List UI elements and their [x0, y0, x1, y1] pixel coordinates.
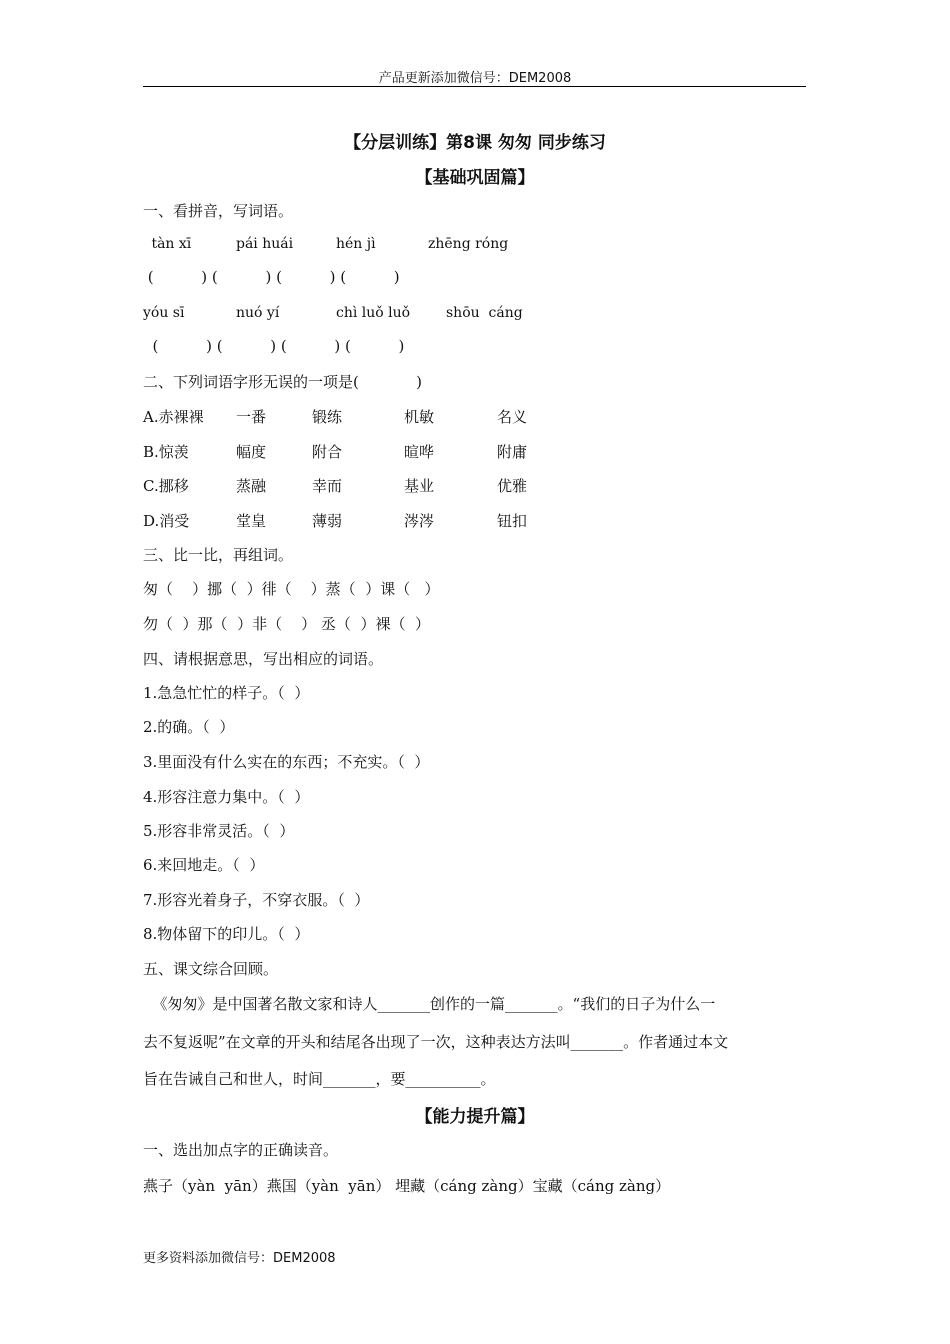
q2-option-b-label: B.惊羡: [143, 443, 189, 461]
q2-option-b-word: 暄哗: [404, 443, 435, 461]
q2-option-a-word: 机敏: [404, 408, 435, 426]
q2-option-c-word: 优雅: [497, 477, 528, 495]
q1-pinyin-2: pái huái: [236, 236, 294, 252]
section-basic-heading: 【基础巩固篇】: [415, 168, 535, 188]
q4-item: 4.形容注意力集中。（ ）: [143, 788, 310, 806]
q2-option-c-word: 幸而: [312, 477, 343, 495]
q1-pinyin-1: tàn xī: [147, 236, 192, 252]
a1-options-line: 燕子（yàn yān）燕国（yàn yān） 埋藏（cáng zàng）宝藏（cáng zàng）: [143, 1177, 671, 1195]
q4-heading: 四、请根据意思，写出相应的词语。: [143, 650, 384, 668]
q5-paragraph-line-3: 旨在告诫自己和世人，时间_______，要__________。: [143, 1070, 496, 1088]
page-title: 【分层训练】第8课 匆匆 同步练习: [344, 133, 606, 153]
q4-item: 3.里面没有什么实在的东西；不充实。（ ）: [143, 753, 430, 771]
page-footer: 更多资料添加微信号：DEM2008: [143, 1251, 336, 1266]
q2-option-b-word: 附庸: [497, 443, 528, 461]
q1-pinyin-5: yóu sī: [143, 305, 185, 321]
q2-option-d-word: 堂皇: [236, 512, 267, 530]
q5-heading: 五、课文综合回顾。: [143, 960, 279, 978]
q2-heading: 二、下列词语字形无误的一项是( ): [143, 373, 422, 391]
q2-option-a-word: 一番: [236, 408, 267, 426]
q1-pinyin-4: zhēng róng: [428, 236, 509, 252]
q1-answer-row-2[interactable]: ( ) ( ) ( ) ( ): [143, 337, 405, 355]
q4-item: 1.急急忙忙的样子。（ ）: [143, 684, 310, 702]
q2-option-c-word: 基业: [404, 477, 435, 495]
q4-item: 5.形容非常灵活。（ ）: [143, 822, 295, 840]
q4-item: 8.物体留下的印儿。（ ）: [143, 925, 310, 943]
q1-pinyin-6: nuó yí: [236, 305, 280, 321]
q1-heading: 一、看拼音，写词语。: [143, 202, 294, 220]
q2-option-d-word: 薄弱: [312, 512, 343, 530]
q5-paragraph-line-2: 去不复返呢”在文章的开头和结尾各出现了一次，这种表达方法叫_______。作者通过本文: [143, 1033, 729, 1051]
q3-line-2: 勿（ ）那（ ）非（ ） 丞（ ）裸（ ）: [143, 615, 430, 633]
q2-option-c-word: 蒸融: [236, 477, 267, 495]
q2-option-a-word: 锻练: [312, 408, 343, 426]
q2-option-d-label: D.消受: [143, 512, 190, 530]
q1-pinyin-8: shōu cáng: [446, 305, 523, 321]
q2-option-d-word: 钮扣: [497, 512, 528, 530]
q2-option-b-word: 附合: [312, 443, 343, 461]
q5-paragraph-line-1: 《匆匆》是中国著名散文家和诗人_______创作的一篇_______。“我们的日子为什么一: [143, 995, 716, 1013]
q4-item: 7.形容光着身子，不穿衣服。（ ）: [143, 891, 370, 909]
q2-option-a-word: 名义: [497, 408, 528, 426]
page-header: 产品更新添加微信号：DEM2008: [378, 71, 572, 86]
q1-pinyin-7: chì luǒ luǒ: [336, 305, 411, 321]
q2-option-d-word: 涔涔: [404, 512, 435, 530]
q1-pinyin-3: hén jì: [336, 236, 376, 252]
q4-item: 2.的确。（ ）: [143, 718, 235, 736]
header-divider: [143, 86, 806, 87]
a1-heading: 一、选出加点字的正确读音。: [143, 1141, 339, 1159]
q2-option-c-label: C.挪移: [143, 477, 189, 495]
q3-heading: 三、比一比，再组词。: [143, 546, 294, 564]
q2-option-b-word: 幅度: [236, 443, 267, 461]
q3-line-1: 匆（ ）挪（ ）徘（ ）蒸（ ）课（ ）: [143, 580, 440, 598]
q2-option-a-label: A.赤裸裸: [143, 408, 204, 426]
q1-answer-row-1[interactable]: ( ) ( ) ( ) ( ): [143, 268, 400, 286]
q4-item: 6.来回地走。（ ）: [143, 856, 265, 874]
section-ability-heading: 【能力提升篇】: [415, 1107, 535, 1127]
